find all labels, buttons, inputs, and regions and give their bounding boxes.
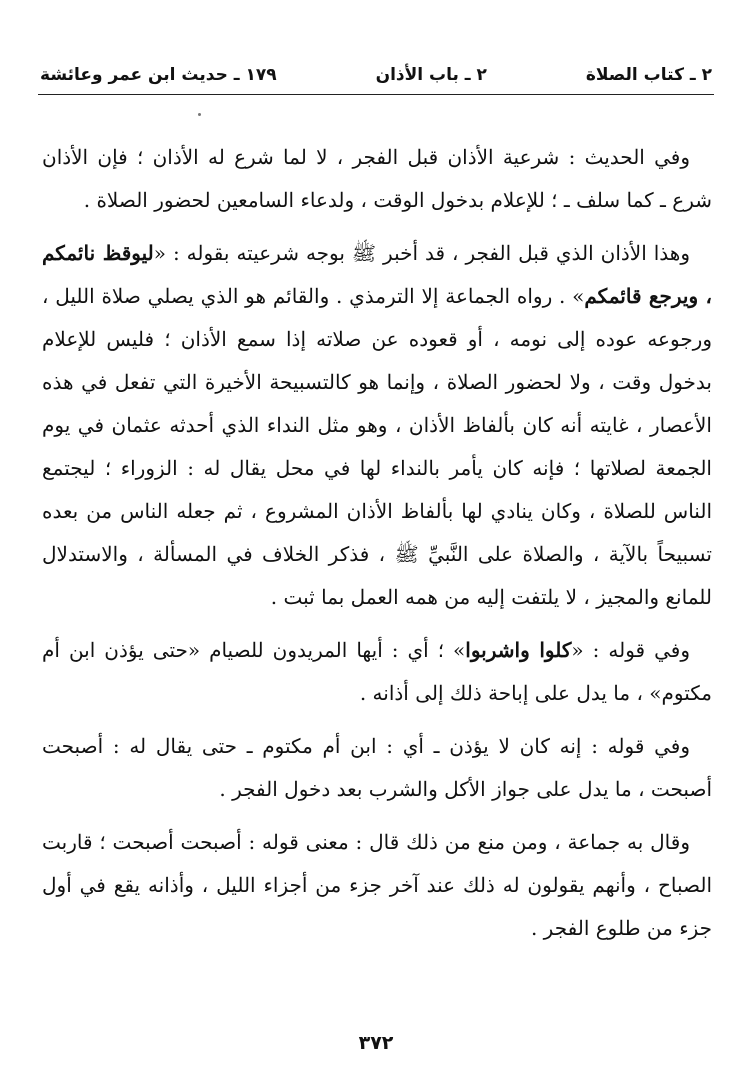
header-chapter-title: ٢ ـ باب الأذان [375,65,487,85]
paragraph-3-quote: كلوا واشربوا [465,638,572,662]
paragraph-2 [42,232,712,619]
paragraph-2-quote: ليوقظ نائمكم ، ويرجع قائمكم [42,241,712,308]
paragraph-2-intro: وهذا الأذان الذي قبل الفجر ، قد أخبر ﷺ بوجه شرعيته بقوله : « [153,241,690,265]
header-book-title: ٢ ـ كتاب الصلاة [585,65,712,85]
page-number: ٣٧٢ [358,1032,394,1054]
paragraph-3-intro: وفي قوله : « [571,638,690,662]
header-divider [38,94,714,95]
paragraph-3-rest: » ؛ أي : أيها المريدون للصيام «حتى يؤذن ابن أم مكتوم» ، ما يدل على إباحة ذلك إلى أذانه . [42,638,712,705]
main-text [42,136,712,950]
print-speck [198,113,201,116]
paragraph-3 [42,629,712,715]
paragraph-5: وقال به جماعة ، ومن منع من ذلك قال : معنى قوله : أصبحت أصبحت ؛ قاربت الصباح ، وأنهم يقولون له ذلك عند آخر جزء من أجزاء الليل ، وأذانه يقع في أول جزء من طلوع الفجر . [42,830,712,940]
paragraph-1: وفي الحديث : شرعية الأذان قبل الفجر ، لا لما شرع له الأذان ؛ فإن الأذان شرع ـ كما سلف ـ ؛ للإعلام بدخول الوقت ، ولدعاء السامعين لحضور الصلاة . [42,145,712,212]
running-header [40,58,712,92]
header-hadith-title: ١٧٩ ـ حديث ابن عمر وعائشة [40,65,277,85]
paragraph-2-rest: » . رواه الجماعة إلا الترمذي . والقائم هو الذي يصلي صلاة الليل ، ورجوعه عوده إلى نومه ، أو قعوده عن صلاته إذا سمع الأذان ؛ فليس للإعلام بدخول وقت ، ولا لحضور الصلاة ، وإنما هو كالتسبيحة الأخيرة التي تفعل في هذه الأعصار ، غايته أنه كان بألفاظ الأذان ، وهو مثل النداء الذي أحدثه عثمان في يوم الجمعة لصلاتها ؛ فإنه كان يأمر بالنداء لها في محل يقال له : الزوراء ؛ ليجتمع الناس للصلاة ، وكان ينادي لها بألفاظ الأذان المشروع ، ثم جعله الناس من بعده تسبيحاً بالآية ، والصلاة على النَّبيِّ ﷺ ، فذكر الخلاف في المسألة ، والاستدلال للمانع والمجيز ، لا يلتفت إليه من همه العمل بما ثبت . [42,284,712,609]
paragraph-4: وفي قوله : إنه كان لا يؤذن ـ أي : ابن أم مكتوم ـ حتى يقال له : أصبحت أصبحت ، ما يدل على جواز الأكل والشرب بعد دخول الفجر . [42,734,712,801]
